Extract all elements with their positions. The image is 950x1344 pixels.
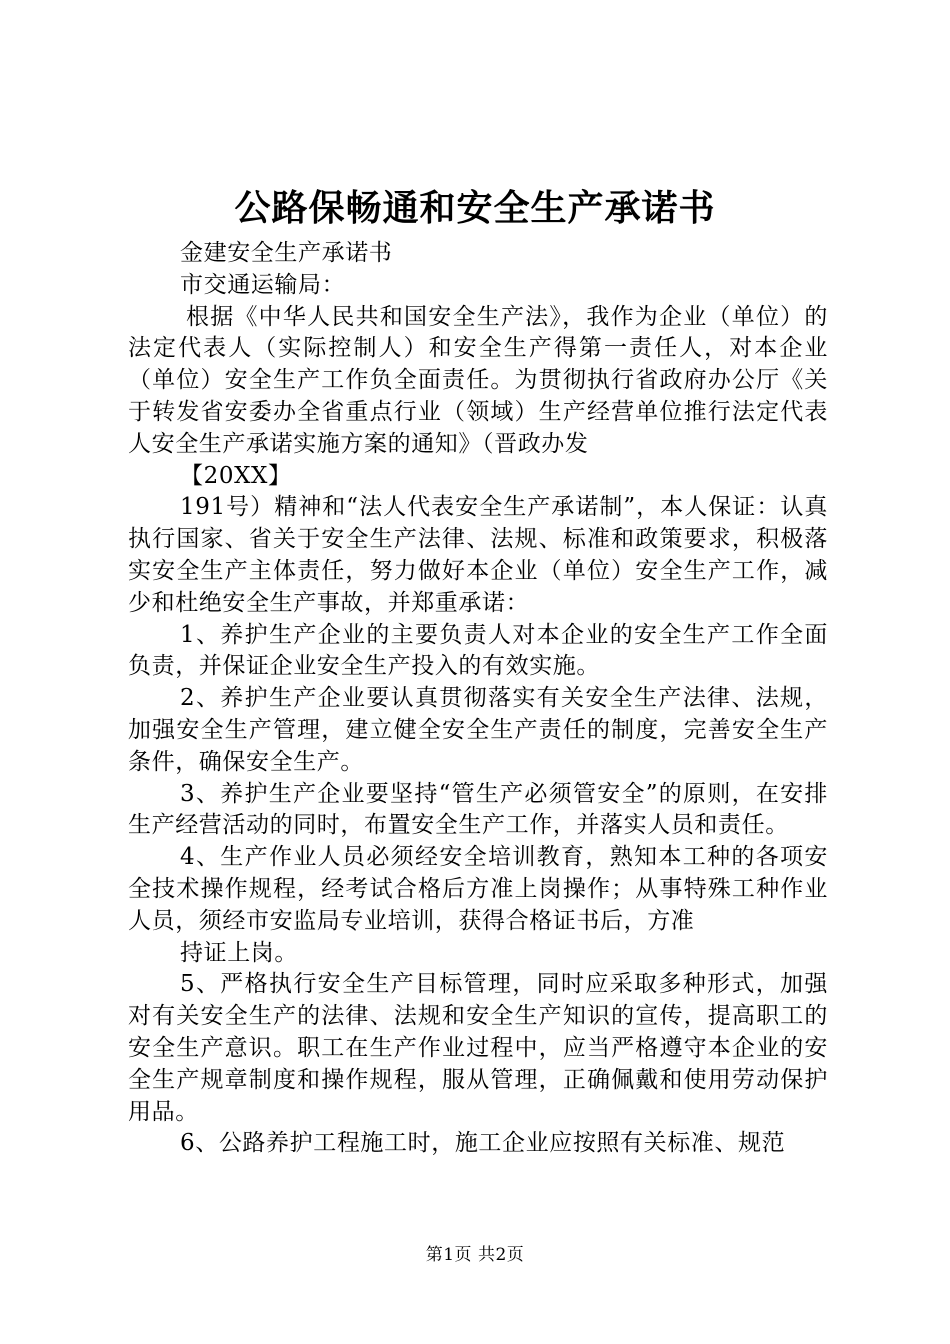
commitment-item: 2、养护生产企业要认真贯彻落实有关安全生产法律、法规，加强安全生产管理，建立健全安全生产责任的制度，完善安全生产条件，确保安全生产。 [128, 685, 828, 775]
document-body [128, 238, 828, 1160]
commitment-item: 4、生产作业人员必须经安全培训教育，熟知本工种的各项安全技术操作规程，经考试合格后方准上岗操作；从事特殊工种作业人员，须经市安监局专业培训，获得合格证书后，方准 [128, 844, 828, 934]
subtitle-line: 金建安全生产承诺书 [180, 240, 393, 266]
body-paragraph: 191号）精神和“法人代表安全生产承诺制”，本人保证：认真执行国家、省关于安全生产法律、法规、标准和政策要求，积极落实安全生产主体责任，努力做好本企业（单位）安全生产工作，减少和杜绝安全生产事故，并郑重承诺： [128, 494, 828, 616]
commitment-item: 5、严格执行安全生产目标管理，同时应采取多种形式，加强对有关安全生产的法律、法规和安全生产知识的宣传，提高职工的安全生产意识。职工在生产作业过程中，应当严格遵守本企业的安全生产规章制度和操作规程，服从管理，正确佩戴和使用劳动保护用品。 [128, 971, 828, 1125]
commitment-item: 6、公路养护工程施工时，施工企业应按照有关标准、规范 [180, 1130, 786, 1157]
commitment-item: 1、养护生产企业的主要负责人对本企业的安全生产工作全面负责，并保证企业安全生产投入的有效实施。 [128, 621, 828, 680]
body-paragraph: 根据《中华人民共和国安全生产法》，我作为企业（单位）的法定代表人（实际控制人）和安全生产得第一责任人，对本企业（单位）安全生产工作负全面责任。为贯彻执行省政府办公厅《关于转发省安委办全省重点行业（领域）生产经营单位推行法定代表人安全生产承诺实施方案的通知》（晋政办发 [128, 303, 828, 457]
commitment-item-continuation: 持证上岗。 [180, 939, 298, 966]
document-title: 公路保畅通和安全生产承诺书 [234, 187, 716, 229]
body-paragraph: 【20XX】 [180, 462, 292, 489]
commitment-item: 3、养护生产企业要坚持“管生产必须管安全”的原则，在安排生产经营活动的同时，布置安全生产工作，并落实人员和责任。 [128, 780, 828, 839]
addressee-line: 市交通运输局： [180, 271, 346, 298]
page-number: 第1页 共2页 [425, 1245, 525, 1265]
